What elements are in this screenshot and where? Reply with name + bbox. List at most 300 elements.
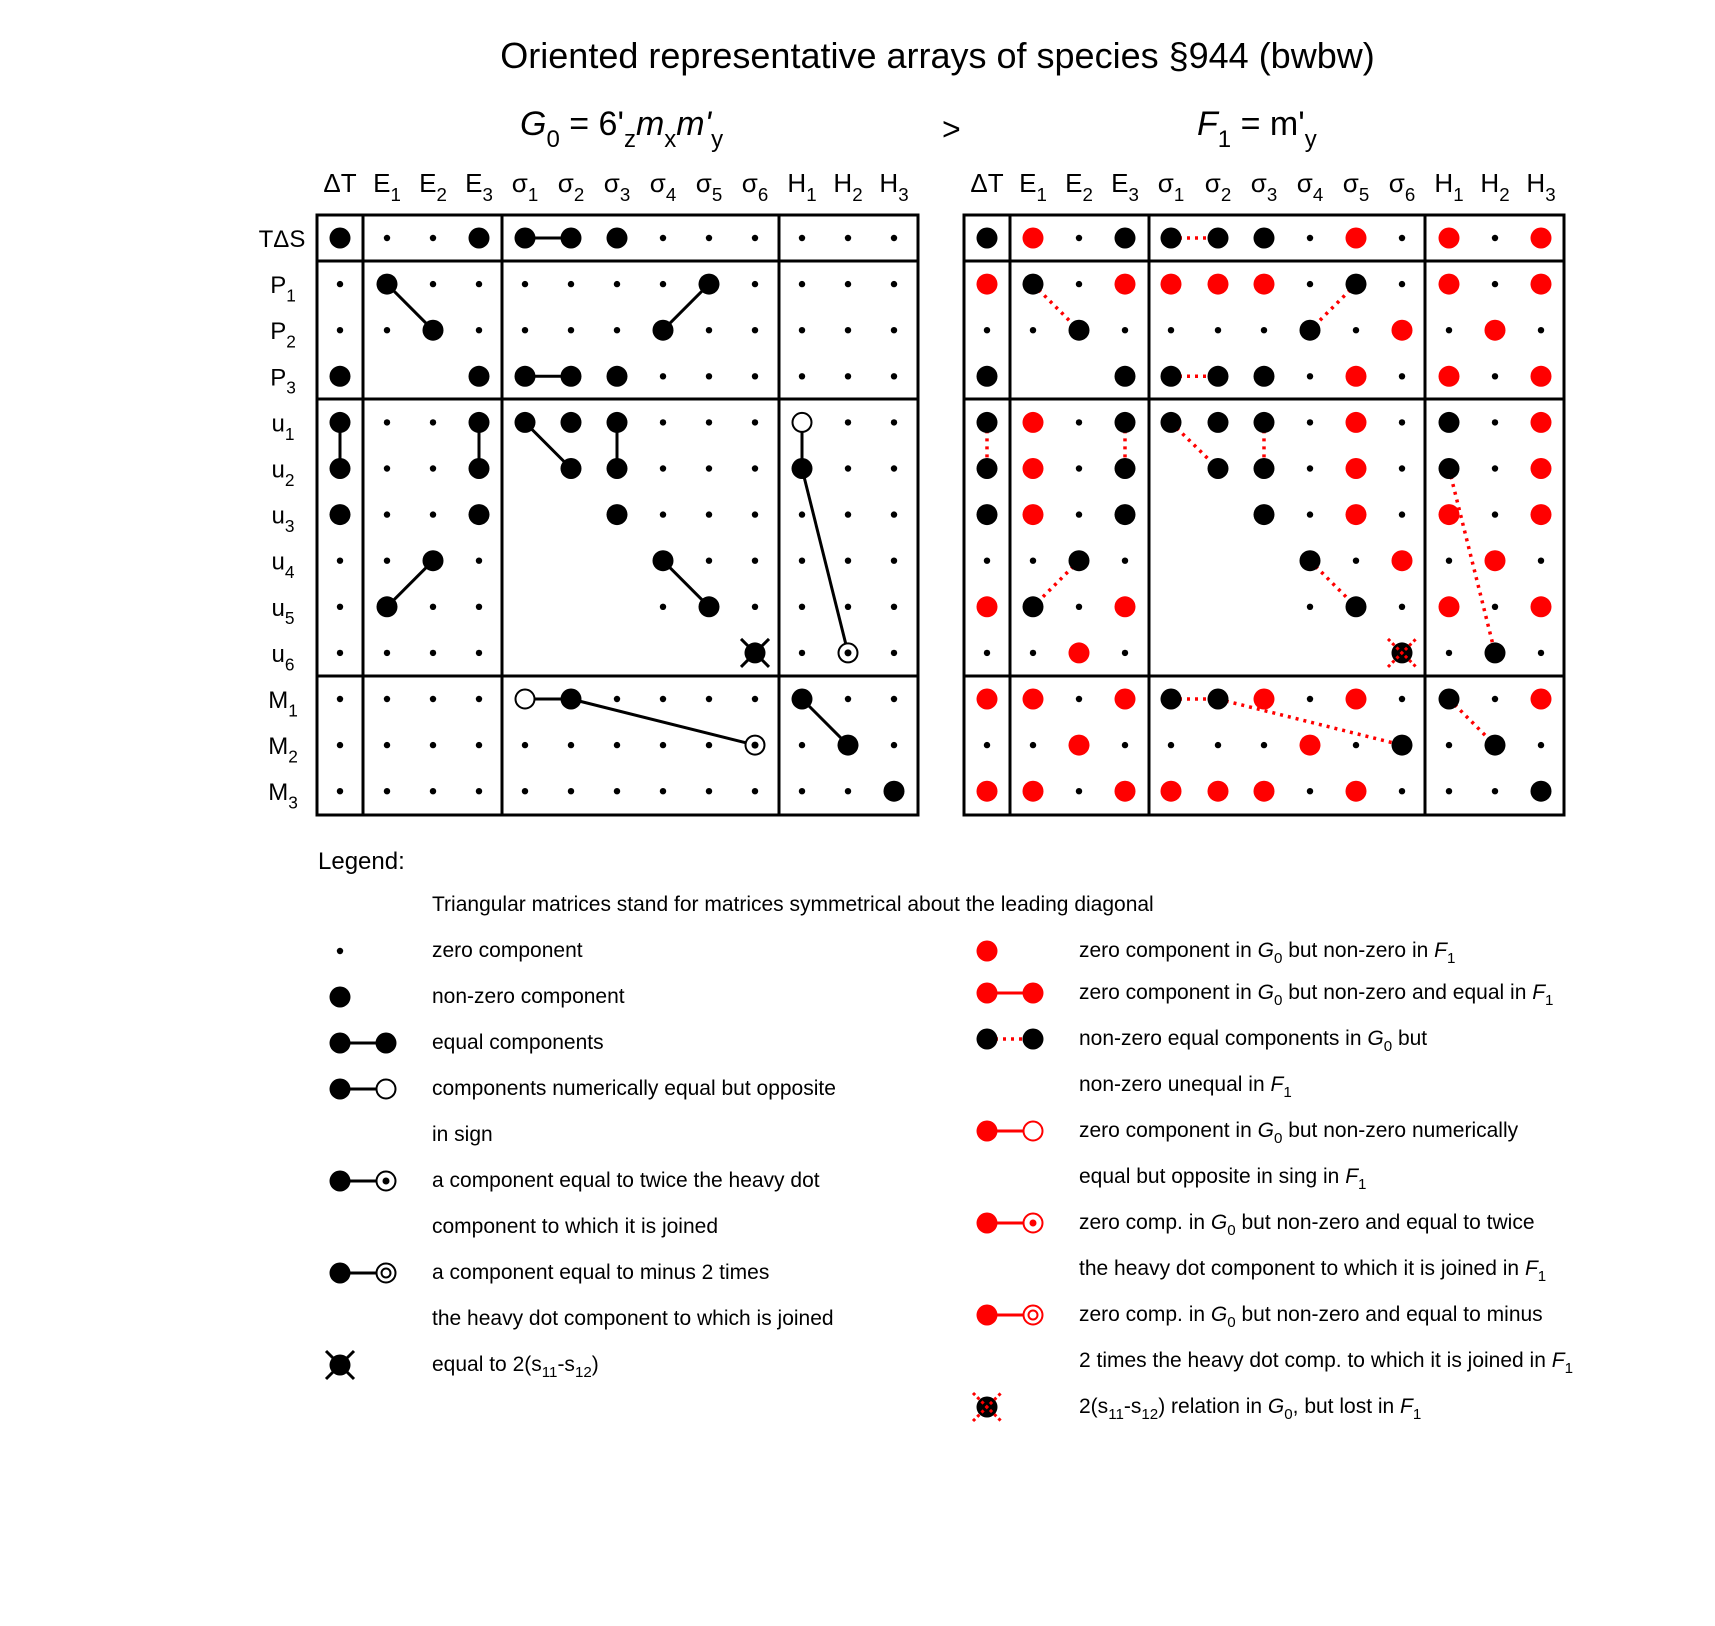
left-cell-3-12 bbox=[891, 373, 897, 379]
legend-right-4b: equal but opposite in sing in $F_1$ bbox=[1079, 1165, 1367, 1193]
left-cell-2-4 bbox=[522, 327, 528, 333]
right-cell-12-2 bbox=[1076, 788, 1082, 794]
right-cell-0-2 bbox=[1076, 235, 1082, 241]
right-cell-12-8 bbox=[1346, 781, 1367, 802]
left-cell-2-2 bbox=[423, 320, 444, 341]
row-label-3: $P_3$ bbox=[270, 364, 296, 398]
left-cell-11-8 bbox=[706, 742, 712, 748]
left-cell-2-11 bbox=[845, 327, 851, 333]
left-cell-8-2 bbox=[430, 604, 436, 610]
right-cell-11-11 bbox=[1485, 735, 1506, 756]
legend-sym-r4-b bbox=[1024, 1122, 1043, 1141]
right-cell-2-0 bbox=[984, 327, 990, 333]
right-cell-5-6 bbox=[1254, 458, 1275, 479]
right-cell-1-11 bbox=[1492, 281, 1498, 287]
legend-sym-minus2-a bbox=[330, 1263, 351, 1284]
right-cell-7-2 bbox=[1069, 550, 1090, 571]
right-cell-3-6 bbox=[1254, 366, 1275, 387]
right-cell-9-10 bbox=[1446, 650, 1452, 656]
left-cell-6-11 bbox=[845, 511, 851, 517]
right-col-header-11: $H_2$ bbox=[1480, 168, 1510, 206]
right-cell-8-11 bbox=[1492, 604, 1498, 610]
right-cell-10-10 bbox=[1439, 689, 1460, 710]
right-cell-4-6 bbox=[1254, 412, 1275, 433]
left-cell-0-9 bbox=[752, 235, 758, 241]
right-col-header-9: $\sigma_6$ bbox=[1388, 168, 1416, 206]
legend-sym-equal-b bbox=[376, 1033, 397, 1054]
left-cell-3-3 bbox=[469, 366, 490, 387]
legend-left-nonzero: non-zero component bbox=[432, 985, 625, 1008]
right-cell-3-4 bbox=[1161, 366, 1182, 387]
legend-right-6a: zero comp. in $G_0$ but non-zero and equal to minus bbox=[1079, 1303, 1543, 1331]
right-cell-4-5 bbox=[1208, 412, 1229, 433]
left-cell-5-7 bbox=[660, 465, 666, 471]
right-cell-12-5 bbox=[1208, 781, 1229, 802]
left-cell-10-8 bbox=[706, 696, 712, 702]
left-cell-12-2 bbox=[430, 788, 436, 794]
left-cell-11-3 bbox=[476, 742, 482, 748]
left-cell-0-0 bbox=[330, 228, 351, 249]
left-cell-1-10 bbox=[799, 281, 805, 287]
left-cell-3-0 bbox=[330, 366, 351, 387]
right-cell-6-7 bbox=[1307, 511, 1313, 517]
left-cell-4-10 bbox=[793, 413, 812, 432]
right-cell-11-2 bbox=[1069, 735, 1090, 756]
left-cell-3-5 bbox=[561, 366, 582, 387]
left-cell-8-9 bbox=[752, 604, 758, 610]
row-label-7: $u_4$ bbox=[271, 548, 295, 583]
right-cell-4-1 bbox=[1023, 412, 1044, 433]
right-cell-1-4 bbox=[1161, 274, 1182, 295]
right-cell-0-7 bbox=[1307, 235, 1313, 241]
left-connector-13 bbox=[571, 699, 755, 745]
left-cell-3-6 bbox=[607, 366, 628, 387]
left-cell-2-3 bbox=[476, 327, 482, 333]
left-cell-1-12 bbox=[891, 281, 897, 287]
left-cell-5-1 bbox=[384, 465, 390, 471]
left-cell-5-8 bbox=[706, 465, 712, 471]
left-cell-0-2 bbox=[430, 235, 436, 241]
left-cell-11-4 bbox=[522, 742, 528, 748]
left-cell-7-2 bbox=[423, 550, 444, 571]
right-cell-10-2 bbox=[1076, 696, 1082, 702]
right-cell-4-2 bbox=[1076, 419, 1082, 425]
right-cell-1-7 bbox=[1307, 281, 1313, 287]
right-cell-0-10 bbox=[1439, 228, 1460, 249]
left-cell-10-10 bbox=[792, 689, 813, 710]
right-cell-7-3 bbox=[1122, 558, 1128, 564]
right-cell-1-12 bbox=[1531, 274, 1552, 295]
right-cell-12-0 bbox=[977, 781, 998, 802]
right-cell-0-0 bbox=[977, 228, 998, 249]
right-cell-2-9 bbox=[1392, 320, 1413, 341]
right-cell-9-2 bbox=[1069, 642, 1090, 663]
right-cell-12-6 bbox=[1254, 781, 1275, 802]
right-col-header-7: $\sigma_4$ bbox=[1296, 168, 1324, 206]
legend-sym-r4-a bbox=[977, 1121, 998, 1142]
left-cell-12-7 bbox=[660, 788, 666, 794]
left-cell-1-9 bbox=[752, 281, 758, 287]
left-cell-6-2 bbox=[430, 511, 436, 517]
legend-sym-opp-b bbox=[377, 1080, 396, 1099]
left-cell-0-7 bbox=[660, 235, 666, 241]
left-cell-7-12 bbox=[891, 558, 897, 564]
left-cell-7-7 bbox=[653, 550, 674, 571]
left-cell-7-1 bbox=[384, 558, 390, 564]
right-cell-5-1 bbox=[1023, 458, 1044, 479]
left-cell-11-12 bbox=[891, 742, 897, 748]
row-label-6: $u_3$ bbox=[271, 502, 295, 536]
left-cell-3-11 bbox=[845, 373, 851, 379]
left-col-header-6: $\sigma_3$ bbox=[603, 168, 631, 206]
right-cell-7-12 bbox=[1538, 558, 1544, 564]
legend-note: Triangular matrices stand for matrices symmetrical about the leading diagonal bbox=[432, 893, 1154, 916]
left-cell-5-9 bbox=[752, 465, 758, 471]
left-cell-8-1 bbox=[377, 596, 398, 617]
left-cell-7-8 bbox=[706, 558, 712, 564]
right-cell-4-12 bbox=[1531, 412, 1552, 433]
right-cell-8-9 bbox=[1399, 604, 1405, 610]
left-cell-6-3 bbox=[469, 504, 490, 525]
left-cell-10-11 bbox=[845, 696, 851, 702]
right-cell-2-12 bbox=[1538, 327, 1544, 333]
left-cell-10-1 bbox=[384, 696, 390, 702]
left-cell-3-7 bbox=[660, 373, 666, 379]
left-cell-12-1 bbox=[384, 788, 390, 794]
left-cell-4-11 bbox=[845, 419, 851, 425]
left-cell-2-7 bbox=[653, 320, 674, 341]
row-label-8: $u_5$ bbox=[271, 594, 295, 629]
row-label-11: $M_2$ bbox=[268, 733, 298, 767]
left-col-header-2: $E_2$ bbox=[419, 168, 447, 206]
left-cell-1-1 bbox=[377, 274, 398, 295]
legend-sym-twice-b-center bbox=[383, 1178, 390, 1185]
row-label-9: $u_6$ bbox=[271, 640, 295, 675]
left-cell-12-3 bbox=[476, 788, 482, 794]
right-cell-4-0 bbox=[977, 412, 998, 433]
right-cell-0-4 bbox=[1161, 228, 1182, 249]
left-cell-8-12 bbox=[891, 604, 897, 610]
right-cell-2-1 bbox=[1030, 327, 1036, 333]
right-cell-11-12 bbox=[1538, 742, 1544, 748]
right-cell-12-10 bbox=[1446, 788, 1452, 794]
left-col-header-1: $E_1$ bbox=[373, 168, 401, 206]
left-cell-6-1 bbox=[384, 511, 390, 517]
legend-right-5a: zero comp. in $G_0$ but non-zero and equal to twice bbox=[1079, 1211, 1535, 1239]
left-cell-2-10 bbox=[799, 327, 805, 333]
left-cell-4-9 bbox=[752, 419, 758, 425]
left-cell-10-2 bbox=[430, 696, 436, 702]
right-cell-12-12 bbox=[1531, 781, 1552, 802]
legend-left-opposite-1: components numerically equal but opposite bbox=[432, 1077, 836, 1100]
right-cell-10-1 bbox=[1023, 689, 1044, 710]
legend-left-zero: zero component bbox=[432, 939, 583, 962]
legend-right-5b: the heavy dot component to which it is joined in $F_1$ bbox=[1079, 1257, 1547, 1285]
right-cell-2-8 bbox=[1353, 327, 1359, 333]
left-cell-5-12 bbox=[891, 465, 897, 471]
right-cell-8-12 bbox=[1531, 596, 1552, 617]
left-col-header-0: ΔT bbox=[323, 168, 357, 198]
right-cell-12-7 bbox=[1307, 788, 1313, 794]
left-cell-1-0 bbox=[337, 281, 343, 287]
right-cell-5-12 bbox=[1531, 458, 1552, 479]
left-cell-1-8 bbox=[699, 274, 720, 295]
left-col-header-4: $\sigma_1$ bbox=[511, 168, 539, 206]
row-label-5: $u_2$ bbox=[271, 456, 295, 490]
left-cell-9-0 bbox=[337, 650, 343, 656]
left-cell-4-2 bbox=[430, 419, 436, 425]
left-cell-12-6 bbox=[614, 788, 620, 794]
left-cell-9-12 bbox=[891, 650, 897, 656]
right-cell-4-3 bbox=[1115, 412, 1136, 433]
left-cell-8-7 bbox=[660, 604, 666, 610]
right-cell-8-7 bbox=[1307, 604, 1313, 610]
left-cell-0-8 bbox=[706, 235, 712, 241]
left-cell-3-9 bbox=[752, 373, 758, 379]
left-cell-8-3 bbox=[476, 604, 482, 610]
left-cell-0-10 bbox=[799, 235, 805, 241]
left-cell-4-12 bbox=[891, 419, 897, 425]
left-cell-4-8 bbox=[706, 419, 712, 425]
right-cell-2-7 bbox=[1300, 320, 1321, 341]
left-cell-3-4 bbox=[515, 366, 536, 387]
left-cell-6-0 bbox=[330, 504, 351, 525]
right-cell-7-10 bbox=[1446, 558, 1452, 564]
right-cell-10-11 bbox=[1492, 696, 1498, 702]
legend-sym-zero bbox=[337, 948, 343, 954]
right-cell-7-1 bbox=[1030, 558, 1036, 564]
right-col-header-10: $H_1$ bbox=[1434, 168, 1464, 206]
right-cell-5-3 bbox=[1115, 458, 1136, 479]
right-cell-9-1 bbox=[1030, 650, 1036, 656]
left-cell-8-11 bbox=[845, 604, 851, 610]
left-cell-2-9 bbox=[752, 327, 758, 333]
right-cell-2-10 bbox=[1446, 327, 1452, 333]
right-cell-11-10 bbox=[1446, 742, 1452, 748]
left-cell-6-6 bbox=[607, 504, 628, 525]
legend-sym-nonzero bbox=[330, 987, 351, 1008]
left-cell-10-5 bbox=[561, 689, 582, 710]
right-cell-9-0 bbox=[984, 650, 990, 656]
left-cell-12-9 bbox=[752, 788, 758, 794]
left-cell-6-8 bbox=[706, 511, 712, 517]
left-cell-2-0 bbox=[337, 327, 343, 333]
right-col-header-2: $E_2$ bbox=[1065, 168, 1093, 206]
left-cell-1-2 bbox=[430, 281, 436, 287]
legend-left-opposite-2: in sign bbox=[432, 1123, 493, 1146]
right-cell-9-3 bbox=[1122, 650, 1128, 656]
right-cell-4-7 bbox=[1307, 419, 1313, 425]
right-cell-3-8 bbox=[1346, 366, 1367, 387]
legend-left-twice-2: component to which it is joined bbox=[432, 1215, 718, 1238]
right-cell-3-9 bbox=[1399, 373, 1405, 379]
right-cell-1-9 bbox=[1399, 281, 1405, 287]
right-cell-0-5 bbox=[1208, 228, 1229, 249]
right-cell-1-3 bbox=[1115, 274, 1136, 295]
right-cell-2-11 bbox=[1485, 320, 1506, 341]
left-cell-6-12 bbox=[891, 511, 897, 517]
left-cell-9-3 bbox=[476, 650, 482, 656]
right-cell-6-12 bbox=[1531, 504, 1552, 525]
right-cell-10-0 bbox=[977, 689, 998, 710]
left-cell-11-5 bbox=[568, 742, 574, 748]
legend-sym-r2-b bbox=[1023, 983, 1044, 1004]
right-cell-4-11 bbox=[1492, 419, 1498, 425]
right-cell-11-0 bbox=[984, 742, 990, 748]
left-cell-1-4 bbox=[522, 281, 528, 287]
right-cell-5-5 bbox=[1208, 458, 1229, 479]
right-cell-6-9 bbox=[1399, 511, 1405, 517]
right-cell-6-8 bbox=[1346, 504, 1367, 525]
left-cell-11-0 bbox=[337, 742, 343, 748]
left-panel-label: $G_0 = 6'_zm_xm'_y$ bbox=[520, 105, 724, 153]
right-cell-11-6 bbox=[1261, 742, 1267, 748]
right-cell-12-4 bbox=[1161, 781, 1182, 802]
right-cell-5-11 bbox=[1492, 465, 1498, 471]
right-cell-7-9 bbox=[1392, 550, 1413, 571]
left-cell-9-1 bbox=[384, 650, 390, 656]
left-cell-0-3 bbox=[469, 228, 490, 249]
legend-right-4a: zero component in $G_0$ but non-zero numerically bbox=[1079, 1119, 1519, 1147]
right-cell-3-10 bbox=[1439, 366, 1460, 387]
right-col-header-12: $H_3$ bbox=[1526, 168, 1556, 206]
right-cell-0-3 bbox=[1115, 228, 1136, 249]
right-cell-9-12 bbox=[1538, 650, 1544, 656]
right-cell-11-4 bbox=[1168, 742, 1174, 748]
right-cell-5-7 bbox=[1307, 465, 1313, 471]
legend-right-6b: 2 times the heavy dot comp. to which it is joined in $F_1$ bbox=[1079, 1349, 1573, 1377]
left-cell-10-3 bbox=[476, 696, 482, 702]
right-cell-1-1 bbox=[1023, 274, 1044, 295]
left-cell-12-11 bbox=[845, 788, 851, 794]
left-cell-3-8 bbox=[706, 373, 712, 379]
left-cell-10-12 bbox=[891, 696, 897, 702]
right-cell-11-7 bbox=[1300, 735, 1321, 756]
right-cell-2-4 bbox=[1168, 327, 1174, 333]
right-panel-label: $F_1 = m'_y$ bbox=[1197, 105, 1317, 153]
left-cell-5-11 bbox=[845, 465, 851, 471]
legend-sym-r6-a bbox=[977, 1305, 998, 1326]
left-col-header-8: $\sigma_5$ bbox=[695, 168, 723, 206]
legend-right-3b: non-zero unequal in $F_1$ bbox=[1079, 1073, 1292, 1101]
right-cell-7-7 bbox=[1300, 550, 1321, 571]
left-cell-2-8 bbox=[706, 327, 712, 333]
right-cell-3-0 bbox=[977, 366, 998, 387]
right-cell-4-8 bbox=[1346, 412, 1367, 433]
right-cell-1-0 bbox=[977, 274, 998, 295]
row-label-1: $P_1$ bbox=[270, 272, 296, 306]
right-cell-12-11 bbox=[1492, 788, 1498, 794]
legend-left-minus2-2: the heavy dot component to which is joined bbox=[432, 1307, 834, 1330]
right-cell-1-8 bbox=[1346, 274, 1367, 295]
right-cell-3-12 bbox=[1531, 366, 1552, 387]
row-label-0: TΔS bbox=[258, 226, 306, 253]
right-cell-1-2 bbox=[1076, 281, 1082, 287]
right-cell-4-9 bbox=[1399, 419, 1405, 425]
left-cell-5-2 bbox=[430, 465, 436, 471]
left-cell-9-10 bbox=[799, 650, 805, 656]
legend-sym-r3-b bbox=[1023, 1029, 1044, 1050]
relation-symbol: > bbox=[942, 111, 961, 147]
left-cell-2-6 bbox=[614, 327, 620, 333]
right-col-header-5: $\sigma_2$ bbox=[1204, 168, 1232, 206]
left-cell-11-11 bbox=[838, 735, 859, 756]
left-col-header-11: $H_2$ bbox=[833, 168, 863, 206]
left-cell-0-1 bbox=[384, 235, 390, 241]
left-cell-8-10 bbox=[799, 604, 805, 610]
left-cell-8-8 bbox=[699, 596, 720, 617]
legend-sym-twice-a bbox=[330, 1171, 351, 1192]
right-cell-5-2 bbox=[1076, 465, 1082, 471]
left-cell-10-7 bbox=[660, 696, 666, 702]
right-col-header-4: $\sigma_1$ bbox=[1157, 168, 1185, 206]
right-cell-3-7 bbox=[1307, 373, 1313, 379]
left-cell-11-7 bbox=[660, 742, 666, 748]
right-cell-8-1 bbox=[1023, 596, 1044, 617]
left-cell-9-11-center bbox=[845, 649, 852, 656]
legend-sym-opp-a bbox=[330, 1079, 351, 1100]
right-cell-0-9 bbox=[1399, 235, 1405, 241]
right-cell-6-1 bbox=[1023, 504, 1044, 525]
page-title: Oriented representative arrays of species §944 (bwbw) bbox=[500, 35, 1375, 76]
left-cell-7-10 bbox=[799, 558, 805, 564]
left-cell-12-12 bbox=[884, 781, 905, 802]
right-cell-10-8 bbox=[1346, 689, 1367, 710]
right-cell-6-2 bbox=[1076, 511, 1082, 517]
left-cell-3-10 bbox=[799, 373, 805, 379]
right-cell-8-3 bbox=[1115, 596, 1136, 617]
row-label-10: $M_1$ bbox=[268, 687, 298, 721]
left-col-header-12: $H_3$ bbox=[879, 168, 909, 206]
left-cell-12-8 bbox=[706, 788, 712, 794]
right-cell-3-11 bbox=[1492, 373, 1498, 379]
right-cell-6-3 bbox=[1115, 504, 1136, 525]
right-cell-10-3 bbox=[1115, 689, 1136, 710]
left-cell-4-6 bbox=[607, 412, 628, 433]
left-cell-5-5 bbox=[561, 458, 582, 479]
legend-left-twice-1: a component equal to twice the heavy dot bbox=[432, 1169, 820, 1192]
right-cell-11-1 bbox=[1030, 742, 1036, 748]
left-cell-0-11 bbox=[845, 235, 851, 241]
left-col-header-7: $\sigma_4$ bbox=[649, 168, 677, 206]
left-cell-0-4 bbox=[515, 228, 536, 249]
left-cell-12-0 bbox=[337, 788, 343, 794]
left-cell-8-0 bbox=[337, 604, 343, 610]
left-cell-5-6 bbox=[607, 458, 628, 479]
left-cell-11-2 bbox=[430, 742, 436, 748]
right-cell-4-4 bbox=[1161, 412, 1182, 433]
left-cell-0-6 bbox=[607, 228, 628, 249]
left-cell-11-6 bbox=[614, 742, 620, 748]
right-cell-12-9 bbox=[1399, 788, 1405, 794]
left-cell-1-11 bbox=[845, 281, 851, 287]
right-col-header-3: $E_3$ bbox=[1111, 168, 1139, 206]
right-cell-5-10 bbox=[1439, 458, 1460, 479]
right-cell-2-3 bbox=[1122, 327, 1128, 333]
left-cell-7-9 bbox=[752, 558, 758, 564]
legend-sym-equal-a bbox=[330, 1033, 351, 1054]
right-cell-10-12 bbox=[1531, 689, 1552, 710]
legend-sym-r5-a bbox=[977, 1213, 998, 1234]
right-cell-11-3 bbox=[1122, 742, 1128, 748]
right-cell-8-0 bbox=[977, 596, 998, 617]
left-cell-12-10 bbox=[799, 788, 805, 794]
right-cell-5-0 bbox=[977, 458, 998, 479]
legend-heading: Legend: bbox=[318, 848, 405, 875]
right-cell-10-7 bbox=[1307, 696, 1313, 702]
right-cell-11-8 bbox=[1353, 742, 1359, 748]
right-cell-12-3 bbox=[1115, 781, 1136, 802]
